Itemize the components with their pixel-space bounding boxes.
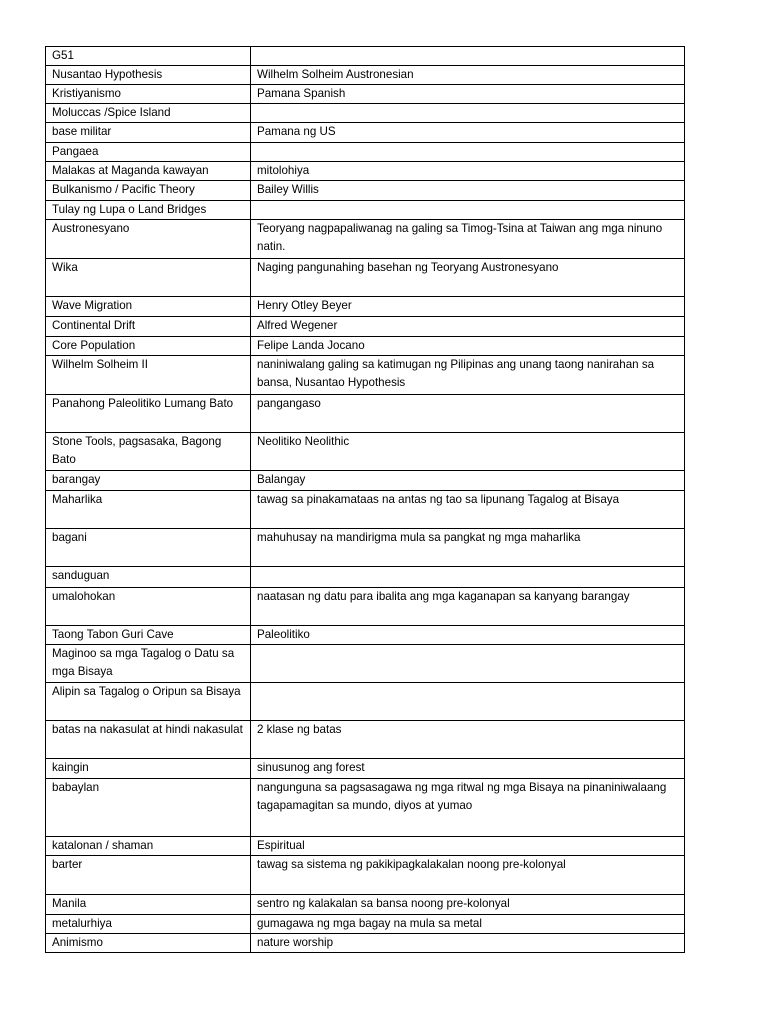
term-cell: Wilhelm Solheim II: [46, 356, 251, 395]
description-cell: Pamana ng US: [251, 123, 685, 143]
term-cell: Manila: [46, 895, 251, 915]
table-row: [46, 683, 685, 721]
description-cell: [251, 567, 685, 588]
table-row: [46, 85, 685, 104]
description-cell: [251, 201, 685, 220]
description-cell: Felipe Landa Jocano: [251, 337, 685, 356]
table-row: [46, 337, 685, 356]
description-cell: Wilhelm Solheim Austronesian: [251, 66, 685, 85]
term-cell: Kristiyanismo: [46, 85, 251, 104]
term-cell: Moluccas /Spice Island: [46, 104, 251, 123]
term-cell: Animismo: [46, 934, 251, 953]
table-row: [46, 915, 685, 934]
term-cell: Pangaea: [46, 143, 251, 162]
table-row: [46, 567, 685, 588]
term-cell: Maginoo sa mga Tagalog o Datu sa mga Bisaya: [46, 645, 251, 683]
description-cell: Paleolitiko: [251, 626, 685, 645]
description-cell: gumagawa ng mga bagay na mula sa metal: [251, 915, 685, 934]
table-row: [46, 143, 685, 162]
description-cell: Espiritual: [251, 837, 685, 856]
term-cell: Continental Drift: [46, 317, 251, 337]
table-row: [46, 759, 685, 779]
term-cell: Taong Tabon Guri Cave: [46, 626, 251, 645]
table-row: [46, 66, 685, 85]
term-cell: G51: [46, 47, 251, 66]
description-cell: sentro ng kalakalan sa bansa noong pre-kolonyal: [251, 895, 685, 915]
description-cell: Alfred Wegener: [251, 317, 685, 337]
description-cell: naatasan ng datu para ibalita ang mga kaganapan sa kanyang barangay: [251, 588, 685, 626]
term-cell: Malakas at Maganda kawayan: [46, 162, 251, 181]
term-cell: barangay: [46, 471, 251, 491]
description-cell: Naging pangunahing basehan ng Teoryang Austronesyano: [251, 259, 685, 297]
term-cell: kaingin: [46, 759, 251, 779]
table-row: [46, 123, 685, 143]
term-cell: sanduguan: [46, 567, 251, 588]
term-cell: batas na nakasulat at hindi nakasulat: [46, 721, 251, 759]
description-cell: [251, 645, 685, 683]
table-row: [46, 491, 685, 529]
term-cell: Core Population: [46, 337, 251, 356]
term-cell: katalonan / shaman: [46, 837, 251, 856]
table-row: [46, 837, 685, 856]
table-row: [46, 856, 685, 895]
table-row: [46, 588, 685, 626]
notes-table-body: [46, 47, 685, 953]
term-cell: Maharlika: [46, 491, 251, 529]
table-row: [46, 779, 685, 837]
table-row: [46, 220, 685, 259]
description-cell: [251, 683, 685, 721]
table-row: [46, 433, 685, 471]
description-cell: tawag sa sistema ng pakikipagkalakalan noong pre-kolonyal: [251, 856, 685, 895]
term-cell: metalurhiya: [46, 915, 251, 934]
term-cell: umalohokan: [46, 588, 251, 626]
description-cell: Teoryang nagpapaliwanag na galing sa Timog-Tsina at Taiwan ang mga ninuno natin.: [251, 220, 685, 259]
term-cell: Alipin sa Tagalog o Oripun sa Bisaya: [46, 683, 251, 721]
description-cell: sinusunog ang forest: [251, 759, 685, 779]
term-cell: Bulkanismo / Pacific Theory: [46, 181, 251, 201]
description-cell: [251, 104, 685, 123]
table-row: [46, 471, 685, 491]
table-row: [46, 934, 685, 953]
description-cell: Neolitiko Neolithic: [251, 433, 685, 471]
description-cell: mitolohiya: [251, 162, 685, 181]
description-cell: pangangaso: [251, 395, 685, 433]
term-cell: Wika: [46, 259, 251, 297]
table-row: [46, 395, 685, 433]
description-cell: [251, 47, 685, 66]
description-cell: naniniwalang galing sa katimugan ng Pilipinas ang unang taong nanirahan sa bansa, Nusantao Hypothesis: [251, 356, 685, 395]
table-row: [46, 356, 685, 395]
description-cell: nangunguna sa pagsasagawa ng mga ritwal ng mga Bisaya na pinaniniwalaang tagapamagitan sa mundo, diyos at yumao: [251, 779, 685, 837]
table-row: [46, 162, 685, 181]
term-cell: Tulay ng Lupa o Land Bridges: [46, 201, 251, 220]
table-row: [46, 201, 685, 220]
term-cell: babaylan: [46, 779, 251, 837]
description-cell: mahuhusay na mandirigma mula sa pangkat ng mga maharlika: [251, 529, 685, 567]
term-cell: Austronesyano: [46, 220, 251, 259]
term-cell: Stone Tools, pagsasaka, Bagong Bato: [46, 433, 251, 471]
term-cell: barter: [46, 856, 251, 895]
description-cell: Bailey Willis: [251, 181, 685, 201]
description-cell: tawag sa pinakamataas na antas ng tao sa lipunang Tagalog at Bisaya: [251, 491, 685, 529]
term-cell: bagani: [46, 529, 251, 567]
table-row: [46, 529, 685, 567]
table-row: [46, 104, 685, 123]
description-cell: Balangay: [251, 471, 685, 491]
table-row: [46, 317, 685, 337]
table-row: [46, 47, 685, 66]
term-cell: Nusantao Hypothesis: [46, 66, 251, 85]
description-cell: nature worship: [251, 934, 685, 953]
description-cell: [251, 143, 685, 162]
table-row: [46, 259, 685, 297]
table-row: [46, 895, 685, 915]
table-row: [46, 297, 685, 317]
notes-table: [45, 46, 685, 953]
description-cell: Pamana Spanish: [251, 85, 685, 104]
description-cell: Henry Otley Beyer: [251, 297, 685, 317]
term-cell: base militar: [46, 123, 251, 143]
term-cell: Wave Migration: [46, 297, 251, 317]
table-row: [46, 645, 685, 683]
description-cell: 2 klase ng batas: [251, 721, 685, 759]
table-row: [46, 181, 685, 201]
table-row: [46, 626, 685, 645]
table-row: [46, 721, 685, 759]
term-cell: Panahong Paleolitiko Lumang Bato: [46, 395, 251, 433]
